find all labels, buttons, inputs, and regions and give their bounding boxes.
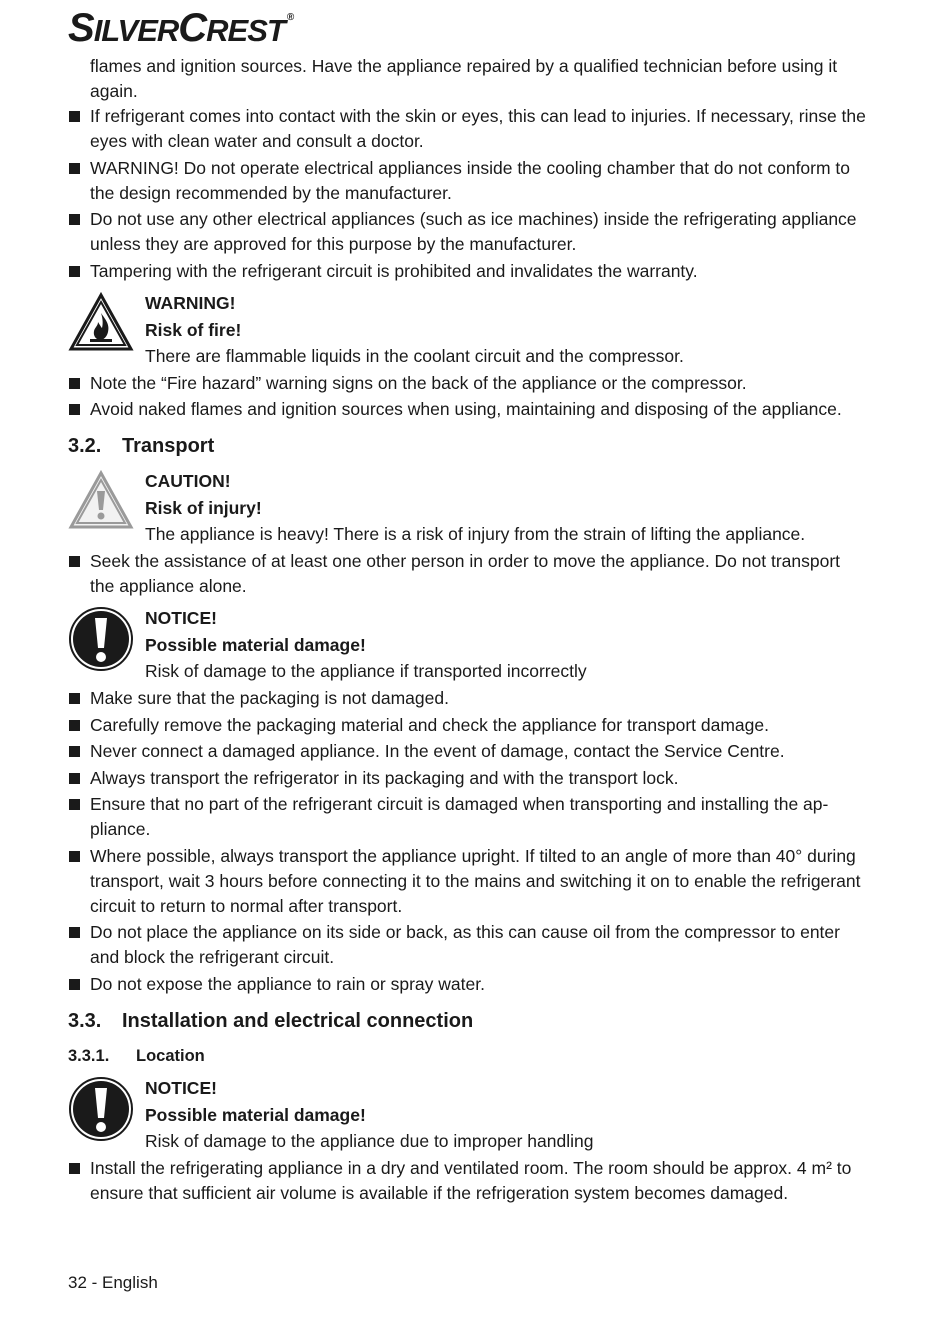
bullet-item: Carefully remove the packaging material and check the appliance for transport damage. bbox=[68, 713, 868, 738]
bullet-list-lifting bbox=[68, 549, 868, 599]
notice-location-block bbox=[68, 1075, 868, 1154]
intro-continuation: flames and ignition sources. Have the appliance repaired by a qualified technician before using it again. bbox=[90, 56, 838, 101]
bullet-item: Ensure that no part of the refrigerant circuit is damaged when transporting and installing the appliance. bbox=[68, 792, 868, 842]
caution-title: CAUTION! bbox=[145, 471, 231, 491]
bullet-item: Avoid naked flames and ignition sources when using, maintaining and disposing of the appliance. bbox=[68, 397, 868, 422]
bullet-item: WARNING! Do not operate electrical appliances inside the cooling chamber that do not conform to the design recommended by the manufacturer. bbox=[68, 156, 868, 206]
bullet-item: Note the “Fire hazard” warning signs on the back of the appliance or the compressor. bbox=[68, 371, 868, 396]
bullet-list-location bbox=[68, 1156, 868, 1206]
bullet-item: Never connect a damaged appliance. In the event of damage, contact the Service Centre. bbox=[68, 739, 868, 764]
warning-fire-block bbox=[68, 290, 868, 369]
bullet-item: Tampering with the refrigerant circuit is prohibited and invalidates the warranty. bbox=[68, 259, 868, 284]
silvercrest-logo: SILVERCREST ® bbox=[68, 6, 294, 50]
fire-hazard-icon bbox=[68, 291, 134, 357]
bullet-item: Always transport the refrigerator in its packaging and with the transport lock. bbox=[68, 766, 868, 791]
exclamation-icon bbox=[68, 606, 134, 672]
bullet-item: Where possible, always transport the appliance upright. If tilted to an angle of more than 40° during transport, wait 3 hours before connecting it to the mains and switching it on to enable the refrigerant circuit to return to normal after transport. bbox=[68, 844, 868, 919]
notice-title: NOTICE! bbox=[145, 1077, 217, 1098]
caution-injury-block bbox=[68, 468, 868, 547]
notice-transport-block bbox=[68, 605, 868, 684]
bullet-item: Seek the assistance of at least one other person in order to move the appliance. Do not transport the appliance alone. bbox=[68, 549, 868, 599]
bullet-item: Do not place the appliance on its side or back, as this can cause oil from the compressor to enter and block the refrigerant circuit. bbox=[68, 920, 868, 970]
section-heading-transport: 3.2. Transport bbox=[68, 435, 215, 457]
caution-subtitle: Risk of injury! bbox=[145, 498, 262, 518]
bullet-item: Do not expose the appliance to rain or spray water. bbox=[68, 972, 868, 997]
page-content bbox=[68, 54, 868, 1207]
bullet-item: If refrigerant comes into contact with the skin or eyes, this can lead to injuries. If necessary, rinse the eyes with clean water and consult a doctor. bbox=[68, 104, 868, 154]
exclamation-icon bbox=[68, 1076, 134, 1142]
bullet-list-transport bbox=[68, 686, 868, 997]
warning-text: There are flammable liquids in the coolant circuit and the compressor. bbox=[145, 345, 684, 366]
page-footer: 32 - English bbox=[68, 1273, 158, 1292]
section-heading-installation: 3.3. Installation and electrical connection bbox=[68, 1009, 474, 1032]
caution-triangle-icon bbox=[68, 469, 134, 535]
bullet-item: Do not use any other electrical appliances (such as ice machines) inside the refrigerating appliance unless they are approved for this purpose by the manufacturer. bbox=[68, 207, 868, 257]
notice-subtitle: Possible material damage! bbox=[145, 635, 366, 655]
warning-title: WARNING! bbox=[145, 292, 236, 313]
subsection-heading-location: 3.3.1. Location bbox=[68, 1046, 205, 1065]
caution-text: The appliance is heavy! There is a risk of injury from the strain of lifting the appliance. bbox=[145, 524, 806, 544]
notice-text: Risk of damage to the appliance if transported incorrectly bbox=[145, 661, 587, 681]
notice-subtitle: Possible material damage! bbox=[145, 1104, 366, 1125]
bullet-list-fire bbox=[68, 371, 868, 423]
warning-subtitle: Risk of fire! bbox=[145, 319, 242, 340]
bullet-item: Make sure that the packaging is not damaged. bbox=[68, 686, 868, 711]
bullet-item: Install the refrigerating appliance in a dry and ventilated room. The room should be approx. 4 m² to ensure that sufficient air volume is available if the refrigeration system becomes damaged. bbox=[68, 1156, 868, 1206]
notice-title: NOTICE! bbox=[145, 608, 217, 628]
bullet-list-safety bbox=[68, 104, 868, 284]
notice-text: Risk of damage to the appliance due to improper handling bbox=[145, 1130, 594, 1151]
